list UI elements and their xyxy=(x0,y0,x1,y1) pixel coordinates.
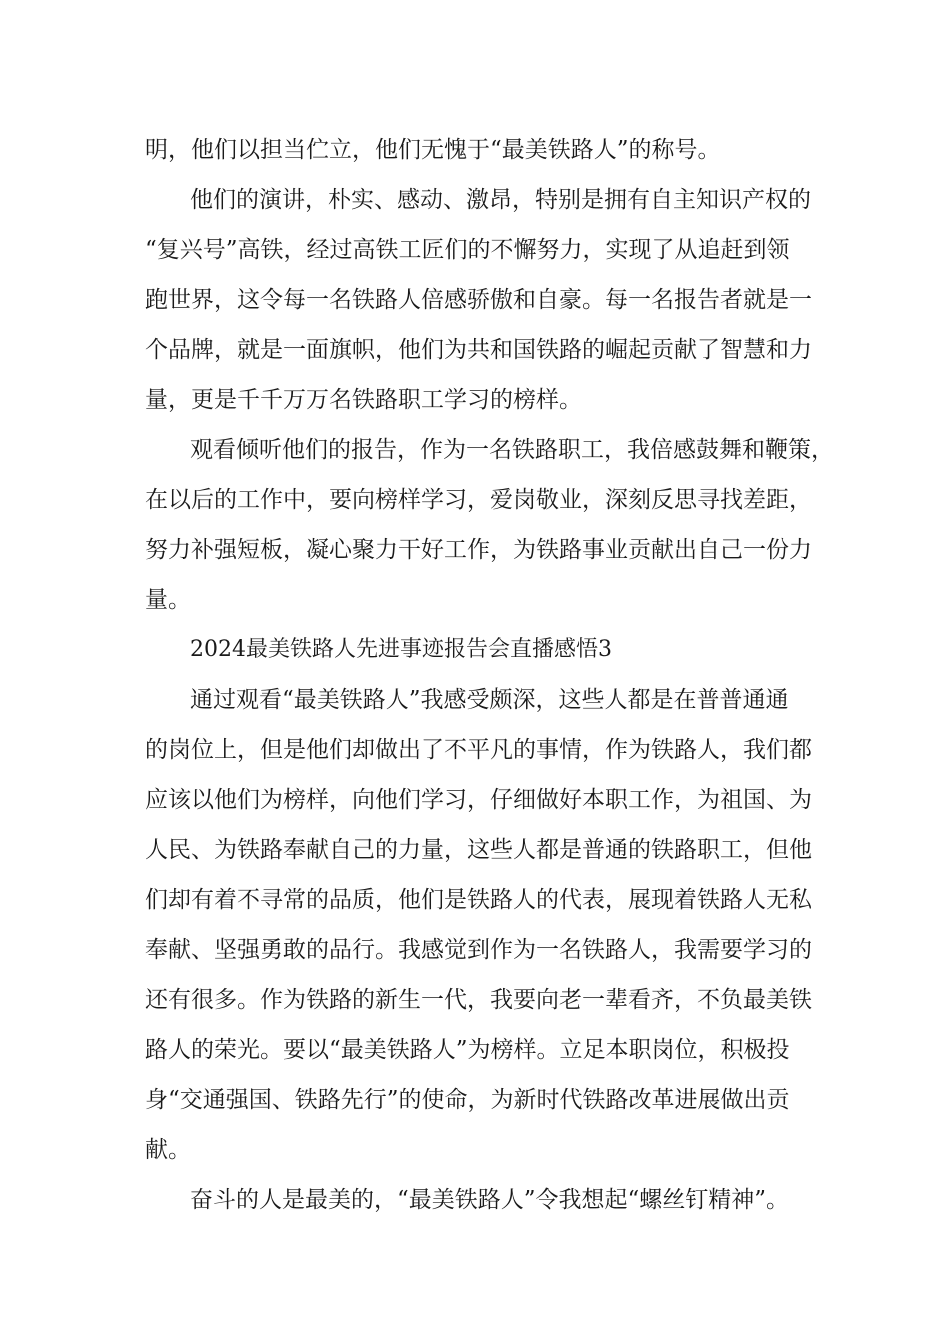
text-line: 们却有着不寻常的品质，他们是铁路人的代表，展现着铁路人无私 xyxy=(145,887,812,913)
text-line: 人民、为铁路奉献自己的力量，这些人都是普通的铁路职工，但他 xyxy=(145,837,812,863)
text-line: 献。 xyxy=(145,1137,191,1163)
text-line: 奉献、坚强勇敢的品行。我感觉到作为一名铁路人，我需要学习的 xyxy=(145,937,812,963)
text-line: 身“交通强国、铁路先行”的使命，为新时代铁路改革进展做出贡 xyxy=(145,1087,790,1113)
text-line: 量。 xyxy=(145,587,191,613)
text-line: 努力补强短板，凝心聚力干好工作，为铁路事业贡献出自己一份力 xyxy=(145,537,812,563)
text-line: “复兴号”高铁，经过高铁工匠们的不懈努力，实现了从追赶到领 xyxy=(145,237,790,263)
text-line: 路人的荣光。要以“最美铁路人”为榜样。立足本职岗位，积极投 xyxy=(145,1037,790,1063)
text-line: 还有很多。作为铁路的新生一代，我要向老一辈看齐，不负最美铁 xyxy=(145,987,812,1013)
text-line: 通过观看“最美铁路人”我感受颇深，这些人都是在普普通通 xyxy=(190,687,789,713)
text-line: 应该以他们为榜样，向他们学习，仔细做好本职工作，为祖国、为 xyxy=(145,787,812,813)
text-line: 的岗位上，但是他们却做出了不平凡的事情，作为铁路人，我们都 xyxy=(145,737,812,763)
text-line: 个品牌，就是一面旗帜，他们为共和国铁路的崛起贡献了智慧和力 xyxy=(145,337,812,363)
text-line: 他们的演讲，朴实、感动、激昂，特别是拥有自主知识产权的 xyxy=(190,187,811,213)
text-line: 观看倾听他们的报告，作为一名铁路职工，我倍感鼓舞和鞭策， xyxy=(190,437,834,463)
text-line: 明，他们以担当伫立，他们无愧于“最美铁路人”的称号。 xyxy=(145,137,721,163)
text-line: 在以后的工作中，要向榜样学习，爱岗敬业，深刻反思寻找差距， xyxy=(145,487,812,513)
text-line: 量，更是千千万万名铁路职工学习的榜样。 xyxy=(145,387,582,413)
text-line: 跑世界，这令每一名铁路人倍感骄傲和自豪。每一名报告者就是一 xyxy=(145,287,812,313)
section-heading: 2024最美铁路人先进事迹报告会直播感悟3 xyxy=(190,637,612,662)
text-line: 奋斗的人是最美的，“最美铁路人”令我想起“螺丝钉精神”。 xyxy=(190,1187,790,1213)
